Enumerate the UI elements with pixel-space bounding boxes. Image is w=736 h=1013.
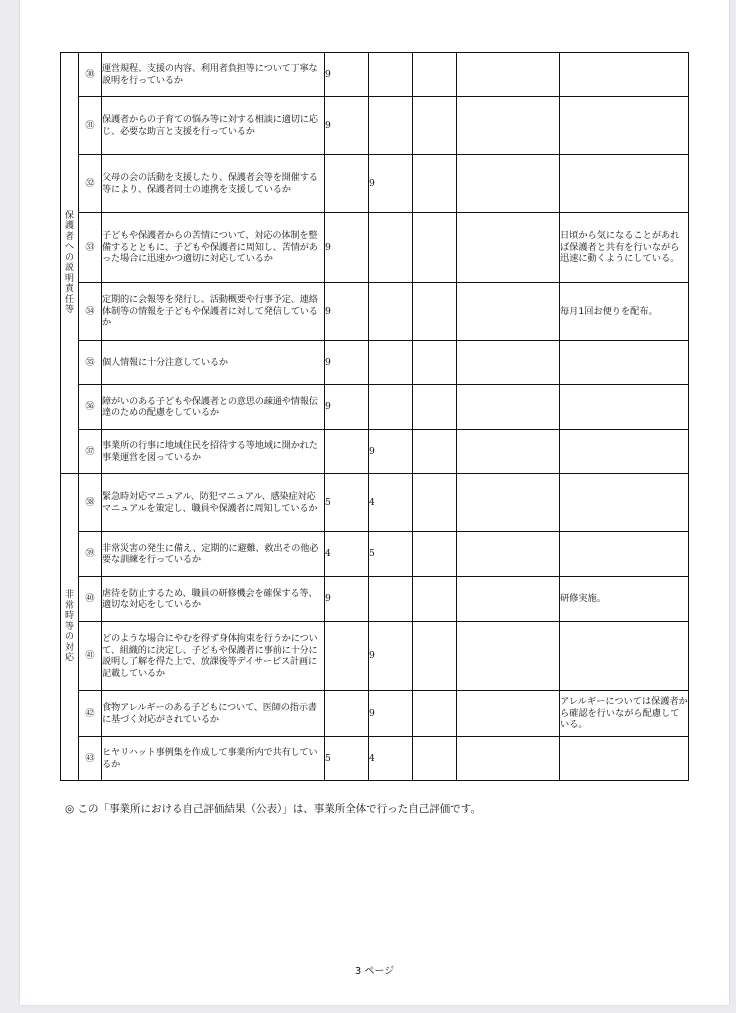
response-count-3 bbox=[413, 155, 457, 213]
response-count-3 bbox=[413, 622, 457, 691]
response-count-3 bbox=[413, 385, 457, 430]
item-question: 事業所の行事に地域住民を招待する等地域に開かれた事業運営を図っているか bbox=[102, 430, 325, 474]
item-comment bbox=[560, 341, 689, 385]
document-page bbox=[20, 0, 729, 1005]
item-number: ㊶ bbox=[79, 622, 102, 691]
item-question: 定期的に会報等を発行し、活動概要や行事予定、連絡体制等の情報を子どもや保護者に対して発信しているか bbox=[102, 283, 325, 341]
table-row bbox=[61, 474, 689, 532]
table-row bbox=[61, 385, 689, 430]
item-comment bbox=[560, 155, 689, 213]
item-number: ㉝ bbox=[79, 213, 102, 283]
response-count-4 bbox=[457, 213, 560, 283]
response-count-2: 9 bbox=[369, 155, 413, 213]
item-number: ㊲ bbox=[79, 430, 102, 474]
response-count-4 bbox=[457, 430, 560, 474]
response-count-4 bbox=[457, 283, 560, 341]
response-count-2 bbox=[369, 53, 413, 97]
table-row bbox=[61, 622, 689, 691]
response-count-1: 9 bbox=[325, 577, 369, 622]
item-comment: アレルギーについては保護者から確認を行いながら配慮している。 bbox=[560, 691, 689, 737]
table-row bbox=[61, 53, 689, 97]
item-comment bbox=[560, 737, 689, 781]
response-count-1 bbox=[325, 155, 369, 213]
item-number: ㊵ bbox=[79, 577, 102, 622]
item-number: ㉛ bbox=[79, 97, 102, 155]
item-question: どのような場合にやむを得ず身体拘束を行うかについて、組織的に決定し、子どもや保護者に事前に十分に説明し了解を得た上で、放課後等デイサービス計画に記載しているか bbox=[102, 622, 325, 691]
item-number: ㊱ bbox=[79, 385, 102, 430]
item-comment bbox=[560, 385, 689, 430]
item-number: ㊴ bbox=[79, 532, 102, 577]
item-number: ㉞ bbox=[79, 283, 102, 341]
item-comment: 研修実施。 bbox=[560, 577, 689, 622]
table-row bbox=[61, 213, 689, 283]
response-count-2: 9 bbox=[369, 622, 413, 691]
response-count-3 bbox=[413, 737, 457, 781]
response-count-2 bbox=[369, 283, 413, 341]
item-comment: 毎月1回お便りを配布。 bbox=[560, 283, 689, 341]
item-comment bbox=[560, 532, 689, 577]
response-count-1 bbox=[325, 430, 369, 474]
response-count-4 bbox=[457, 97, 560, 155]
section-category bbox=[61, 53, 79, 474]
item-question: 食物アレルギーのある子どもについて、医師の指示書に基づく対応がされているか bbox=[102, 691, 325, 737]
table-row bbox=[61, 737, 689, 781]
response-count-2: 9 bbox=[369, 691, 413, 737]
section-category bbox=[61, 474, 79, 781]
response-count-3 bbox=[413, 577, 457, 622]
response-count-4 bbox=[457, 577, 560, 622]
response-count-2: 4 bbox=[369, 474, 413, 532]
item-question: 虐待を防止するため、職員の研修機会を確保する等、適切な対応をしているか bbox=[102, 577, 325, 622]
response-count-1: 5 bbox=[325, 737, 369, 781]
section-label: 保護者への説明責任等 bbox=[64, 210, 74, 315]
response-count-4 bbox=[457, 341, 560, 385]
response-count-1: 4 bbox=[325, 532, 369, 577]
response-count-4 bbox=[457, 155, 560, 213]
table-row bbox=[61, 532, 689, 577]
response-count-3 bbox=[413, 430, 457, 474]
response-count-2: 4 bbox=[369, 737, 413, 781]
item-comment bbox=[560, 97, 689, 155]
section-label: 非常時等の対応 bbox=[64, 590, 74, 664]
response-count-4 bbox=[457, 532, 560, 577]
table-row bbox=[61, 283, 689, 341]
response-count-1 bbox=[325, 622, 369, 691]
response-count-1: 9 bbox=[325, 213, 369, 283]
item-question: 障がいのある子どもや保護者との意思の疎通や情報伝達のための配慮をしているか bbox=[102, 385, 325, 430]
response-count-2 bbox=[369, 341, 413, 385]
response-count-4 bbox=[457, 691, 560, 737]
response-count-3 bbox=[413, 97, 457, 155]
table-row bbox=[61, 577, 689, 622]
item-number: ㉟ bbox=[79, 341, 102, 385]
item-question: 子どもや保護者からの苦情について、対応の体制を整備するとともに、子どもや保護者に周知し、苦情があった場合に迅速かつ適切に対応しているか bbox=[102, 213, 325, 283]
response-count-3 bbox=[413, 213, 457, 283]
response-count-2 bbox=[369, 97, 413, 155]
response-count-2 bbox=[369, 385, 413, 430]
response-count-3 bbox=[413, 691, 457, 737]
item-comment bbox=[560, 622, 689, 691]
response-count-4 bbox=[457, 474, 560, 532]
item-comment bbox=[560, 53, 689, 97]
table-row bbox=[61, 155, 689, 213]
footer-note: ◎ この「事業所における自己評価結果（公表）」は、事業所全体で行った自己評価です。 bbox=[65, 803, 481, 815]
response-count-1: 9 bbox=[325, 97, 369, 155]
response-count-4 bbox=[457, 53, 560, 97]
item-comment bbox=[560, 474, 689, 532]
table-row bbox=[61, 341, 689, 385]
table-row bbox=[61, 430, 689, 474]
response-count-2: 5 bbox=[369, 532, 413, 577]
response-count-1: 9 bbox=[325, 283, 369, 341]
table-row bbox=[61, 691, 689, 737]
response-count-1: 9 bbox=[325, 385, 369, 430]
response-count-3 bbox=[413, 474, 457, 532]
item-number: ㊳ bbox=[79, 474, 102, 532]
item-number: ㉜ bbox=[79, 155, 102, 213]
response-count-2 bbox=[369, 213, 413, 283]
response-count-3 bbox=[413, 532, 457, 577]
item-question: 個人情報に十分注意しているか bbox=[102, 341, 325, 385]
item-question: 緊急時対応マニュアル、防犯マニュアル、感染症対応マニュアルを策定し、職員や保護者に周知しているか bbox=[102, 474, 325, 532]
self-evaluation-table bbox=[60, 52, 689, 781]
item-number: ㊸ bbox=[79, 737, 102, 781]
item-question: ヒヤリハット事例集を作成して事業所内で共有しているか bbox=[102, 737, 325, 781]
item-question: 保護者からの子育ての悩み等に対する相談に適切に応じ、必要な助言と支援を行っているか bbox=[102, 97, 325, 155]
response-count-4 bbox=[457, 622, 560, 691]
response-count-3 bbox=[413, 283, 457, 341]
response-count-1: 9 bbox=[325, 53, 369, 97]
response-count-3 bbox=[413, 341, 457, 385]
item-number: ㉚ bbox=[79, 53, 102, 97]
item-question: 運営規程、支援の内容、利用者負担等について丁寧な説明を行っているか bbox=[102, 53, 325, 97]
response-count-1: 5 bbox=[325, 474, 369, 532]
response-count-2: 9 bbox=[369, 430, 413, 474]
response-count-4 bbox=[457, 385, 560, 430]
response-count-3 bbox=[413, 53, 457, 97]
response-count-2 bbox=[369, 577, 413, 622]
page-number: 3 ページ bbox=[354, 966, 395, 977]
item-question: 非常災害の発生に備え、定期的に避難、救出その他必要な訓練を行っているか bbox=[102, 532, 325, 577]
response-count-1 bbox=[325, 691, 369, 737]
item-comment: 日頃から気になることがあれば保護者と共有を行いながら迅速に動くようにしている。 bbox=[560, 213, 689, 283]
item-number: ㊷ bbox=[79, 691, 102, 737]
response-count-4 bbox=[457, 737, 560, 781]
table-row bbox=[61, 97, 689, 155]
item-question: 父母の会の活動を支援したり、保護者会等を開催する等により、保護者同士の連携を支援しているか bbox=[102, 155, 325, 213]
response-count-1: 9 bbox=[325, 341, 369, 385]
item-comment bbox=[560, 430, 689, 474]
